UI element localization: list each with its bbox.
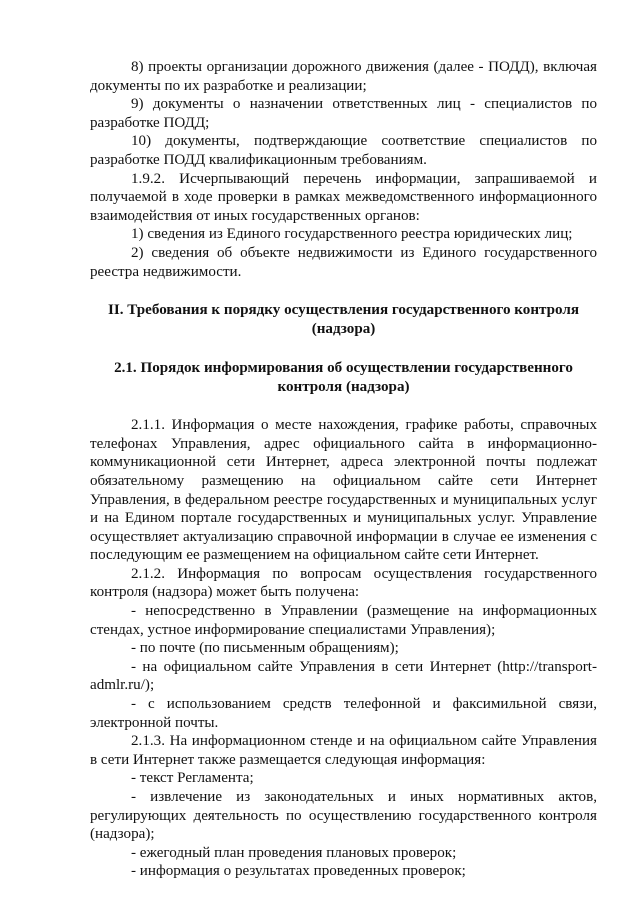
paragraph-2-1-2: 2.1.2. Информация по вопросам осуществления государственного контроля (надзора) может быть получена: <box>90 565 597 601</box>
paragraph-2-1-3: 2.1.3. На информационном стенде и на официальном сайте Управления в сети Интернет также размещается следующая информация: <box>90 733 597 768</box>
bullet-annual-plan: - ежегодный план проведения плановых проверок; <box>131 844 457 861</box>
list-item-1: 1) сведения из Единого государственного реестра юридических лиц; <box>131 226 573 243</box>
list-item-8: 8) проекты организации дорожного движения (далее - ПОДД), включая документы по их разработке и реализации; <box>90 59 597 94</box>
bullet-in-office: - непосредственно в Управлении (размещение на информационных стендах, устное информирование специалистами Управления); <box>90 603 597 638</box>
paragraph-1-9-2: 1.9.2. Исчерпывающий перечень информации, запрашиваемой и получаемой в ходе проверки в рамках межведомственного информационного взаимодействия от иных государственных органов: <box>90 170 597 224</box>
bullet-by-mail: - по почте (по письменным обращениям); <box>131 640 399 657</box>
bullet-regulation-text: - текст Регламента; <box>131 770 254 787</box>
bullet-phone-fax-email: - с использованием средств телефонной и факсимильной связи, электронной почты. <box>90 696 597 731</box>
bullet-inspection-results: - информация о результатах проведенных проверок; <box>131 863 466 880</box>
list-item-9: 9) документы о назначении ответственных лиц - специалистов по разработке ПОДД; <box>90 96 597 131</box>
bullet-website: - на официальном сайте Управления в сети Интернет (http://transport-admlr.ru/); <box>90 658 597 694</box>
list-item-2: 2) сведения об объекте недвижимости из Единого государственного реестра недвижимости. <box>90 244 597 280</box>
subsection-heading: 2.1. Порядок информирования об осуществлении государственного контроля (надзора) <box>114 360 573 396</box>
paragraph-2-1-1: 2.1.1. Информация о месте нахождения, графике работы, справочных телефонах Управления, адрес официального сайта в информационно-коммуникационной сети Интернет, адреса электронной почты подлежат обязательному размещению на официальном сайте сети Интернет Управления, в федеральном реестре государственных и муниципальных услуг и на Едином портале государственных и муниципальных услуг. Управление осуществляет актуализацию справочной информации в случае ее изменения с последующим ее размещением на официальном сайте сети Интернет. <box>90 417 597 564</box>
bullet-legal-extracts: - извлечение из законодательных и иных нормативных актов, регулирующих деятельность по осуществлению государственного контроля (надзора); <box>90 789 597 843</box>
list-item-10: 10) документы, подтверждающие соответствие специалистов по разработке ПОДД квалификационным требованиям. <box>90 133 597 168</box>
section-heading: II. Требования к порядку осуществления государственного контроля (надзора) <box>107 302 580 338</box>
